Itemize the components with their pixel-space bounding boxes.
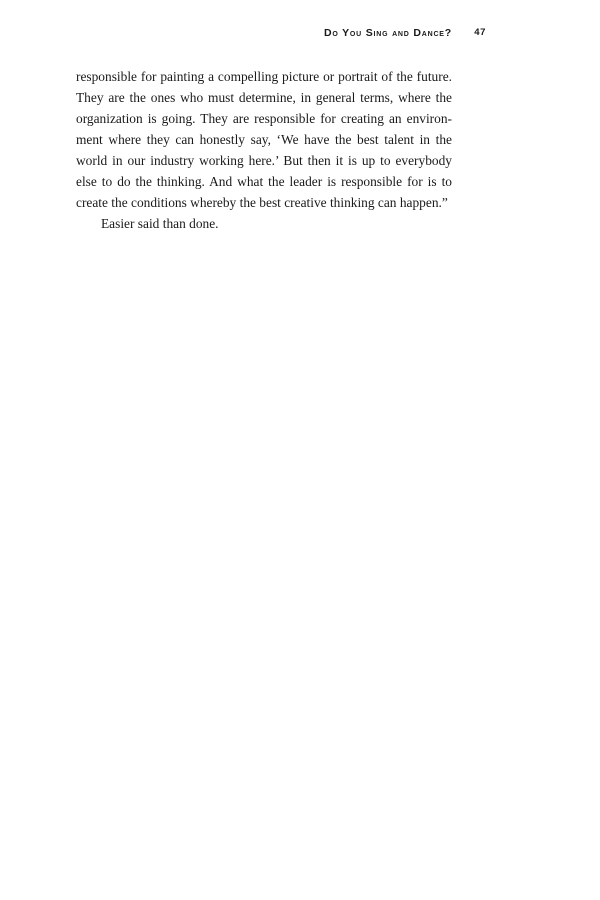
paragraph-continuation: responsible for painting a compelling picture or portrait of the future. They are the ones who must determine, in general terms, where the organization is going. They are responsible for creating an environment where they can honestly say, ‘We have the best talent in the world in our industry working here.’ But then it is up to everybody else to do the thinking. And what the leader is responsible for is to create the conditions whereby the best creative thinking can happen.” [76, 69, 452, 210]
running-title: Do You Sing and Dance? [323, 27, 452, 39]
running-head [76, 27, 486, 45]
body-text [76, 66, 452, 234]
paragraph-easier-said: Easier said than done. [101, 216, 219, 231]
page-number: 47 [474, 27, 486, 38]
